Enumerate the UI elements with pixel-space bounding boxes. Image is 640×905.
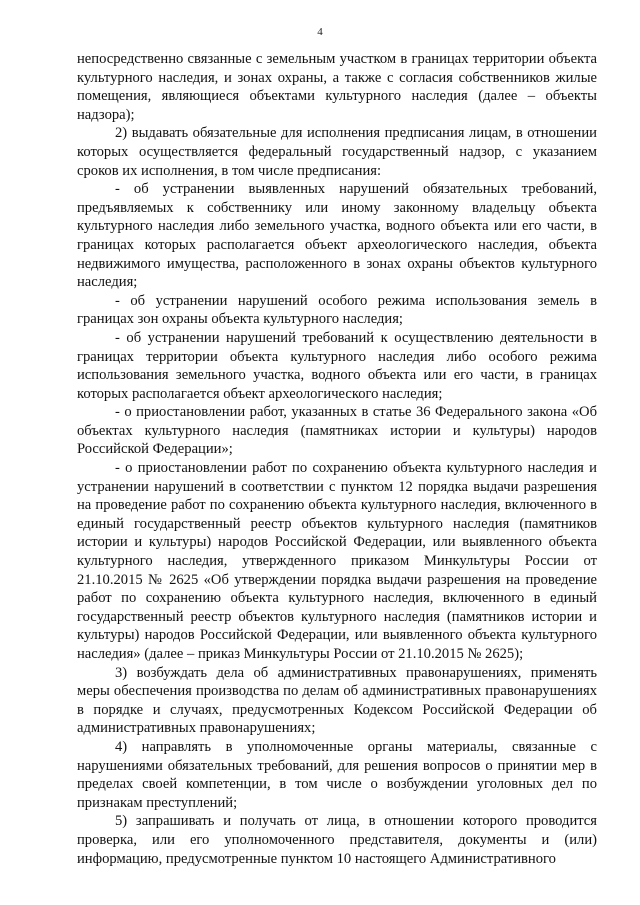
document-body [77,50,597,868]
paragraph-item-2: 2) выдавать обязательные для исполнения предписания лицам, в отношении которых осуществляется федеральный государственный надзор, с указанием сроков их исполнения, в том числе предписания: [77,125,597,179]
paragraph-bullet-suspension-preservation: - о приостановлении работ по сохранению объекта культурного наследия и устранении нарушений в соответствии с пунктом 12 порядка выдачи разрешения на проведение работ по сохранению объекта культурного наследия, включенного в единый государственный реестр объектов культурного наследия (памятников истории и культуры) народов Российской Федерации, или выявленного объекта культурного наследия, утвержденного приказом Минкультуры России от 21.10.2015 № 2625 «Об утверждении порядка выдачи разрешения на проведение работ по сохранению объекта культурного наследия, включенного в единый государственный реестр объектов культурного наследия (памятников истории и культуры) народов Российской Федерации, или выявленного объекта культурного наследия» (далее – приказ Минкультуры России от 21.10.2015 № 2625); [77,460,597,662]
paragraph-bullet-suspension-art36: - о приостановлении работ, указанных в статье 36 Федерального закона «Об объектах культурного наследия (памятниках истории и культуры) народов Российской Федерации»; [77,404,597,458]
paragraph-item-5: 5) запрашивать и получать от лица, в отношении которого проводится проверка, или его уполномоченного представителя, документы и (или) информацию, предусмотренные пунктом 10 настоящего Административного [77,813,597,867]
paragraph-item-3: 3) возбуждать дела об административных правонарушениях, применять меры обеспечения производства по делам об административных правонарушениях в порядке и случаях, предусмотренных Кодексом Российской Федерации об административных правонарушениях; [77,664,597,737]
paragraph-bullet-violations: - об устранении выявленных нарушений обязательных требований, предъявляемых к собственнику или иному законному владельцу объекта культурного наследия либо земельного участка, водного объекта или его части, в границах которых располагается объект археологического наследия, объекта недвижимого имущества, расположенного в зонах охраны объектов культурного наследия; [77,181,597,291]
paragraph-continuation: непосредственно связанные с земельным участком в границах территории объекта культурного наследия, и зонах охраны, а также с согласия собственников жилые помещения, являющиеся объектами культурного наследия (далее – объекты надзора); [77,51,597,123]
paragraph-item-4: 4) направлять в уполномоченные органы материалы, связанные с нарушениями обязательных требований, для решения вопросов о принятии мер в пределах своей компетенции, в том числе о возбуждении уголовных дел по признакам преступлений; [77,738,597,811]
paragraph-bullet-activity-requirements: - об устранении нарушений требований к осуществлению деятельности в границах территории объекта культурного наследия либо особого режима использования земельного участка, водного объекта или его части, в границах которых располагается объект археологического наследия; [77,329,597,402]
paragraph-bullet-land-regime: - об устранении нарушений особого режима использования земель в границах зон охраны объекта культурного наследия; [77,292,597,328]
page-number: 4 [317,26,323,38]
